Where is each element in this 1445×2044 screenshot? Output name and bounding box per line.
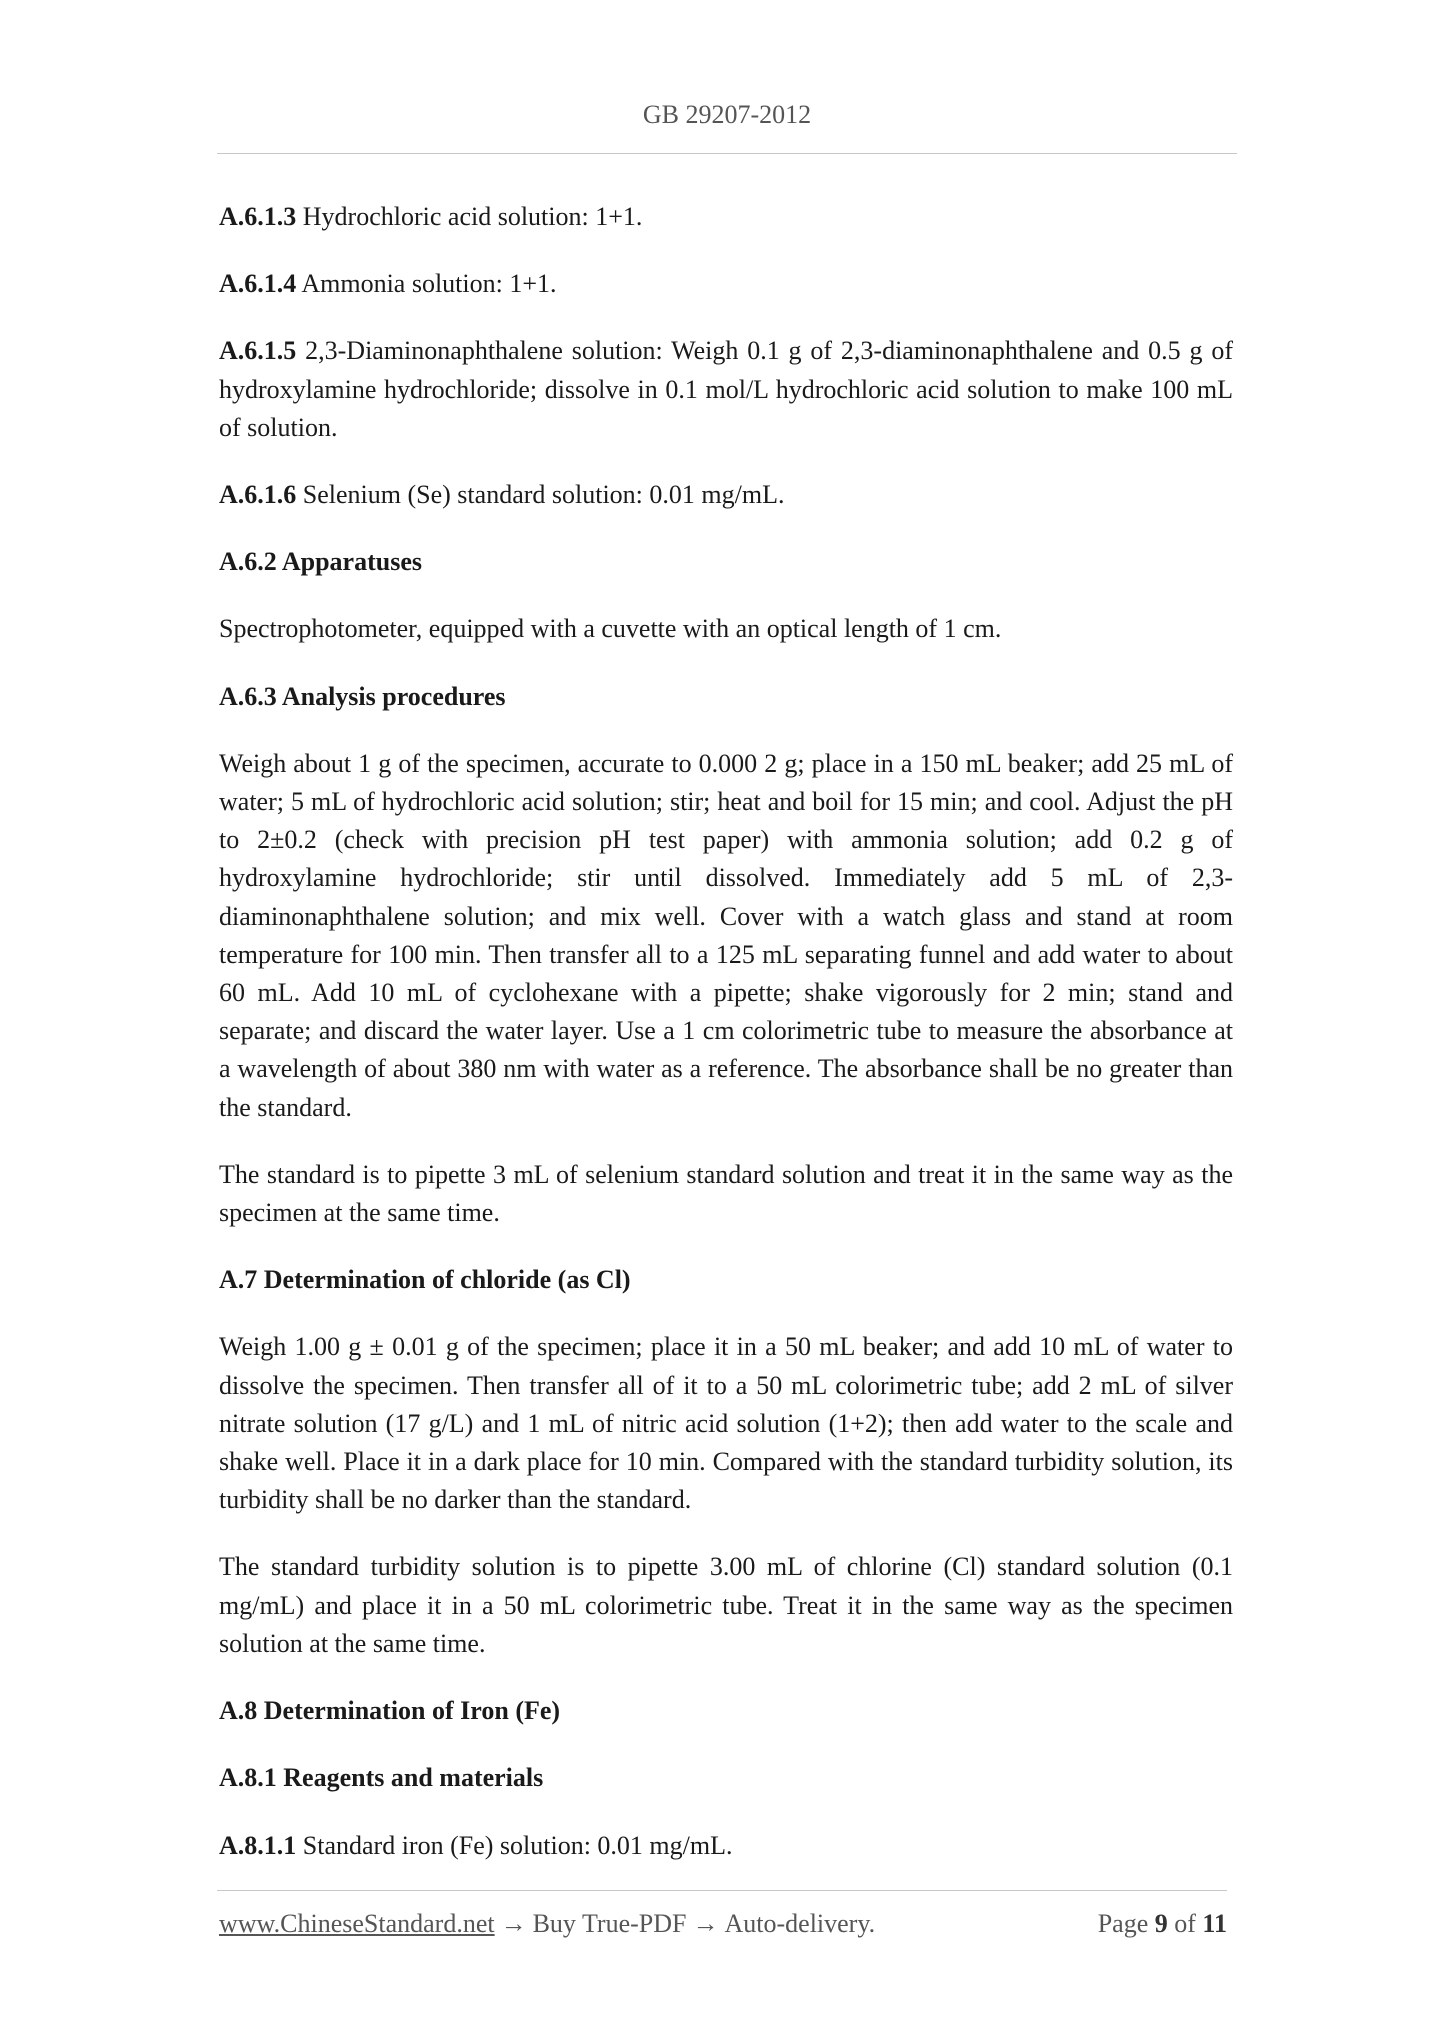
- paragraph-procedure: Weigh about 1 g of the specimen, accurate to 0.000 2 g; place in a 150 mL beaker; add 25 mL of water; 5 mL of hydrochloric acid solution; stir; heat and boil for 15 min; and cool. Adjust the pH to 2±0.2 (check with precision pH test paper) with ammonia solution; add 0.2 g of hydroxylamine hydrochloride; stir until dissolved. Immediately add 5 mL of 2,3-diaminonaphthalene solution; and mix well. Cover with a watch glass and stand at room temperature for 100 min. Then transfer all to a 125 mL separating funnel and add water to about 60 mL. Add 10 mL of cyclohexane with a pipette; shake vigorously for 2 min; stand and separate; and discard the water layer. Use a 1 cm colorimetric tube to measure the absorbance at a wavelength of about 380 nm with water as a reference. The absorbance shall be no greater than the standard.: [219, 748, 1233, 1122]
- paragraph-turbidity-standard: The standard turbidity solution is to pipette 3.00 mL of chlorine (Cl) standard solution (0.1 mg/mL) and place it in a 50 mL colorimetric tube. Treat it in the same way as the specimen solution at the same time.: [219, 1552, 1233, 1658]
- clause-a616: [219, 476, 1233, 514]
- paragraph-selenium-standard: The standard is to pipette 3 mL of selenium standard solution and treat it in the same way as the specimen at the same time.: [219, 1159, 1233, 1228]
- clause-number: A.6.1.5: [219, 336, 297, 366]
- clause-text: Selenium (Se) standard solution: 0.01 mg/mL.: [296, 480, 785, 510]
- clause-text: Hydrochloric acid solution: 1+1.: [296, 202, 643, 231]
- footer-promo: [219, 1909, 875, 1939]
- of-label: of: [1174, 1909, 1196, 1938]
- heading-text: A.6.2 Apparatuses: [219, 547, 422, 577]
- clause-number: A.6.1.3: [219, 202, 297, 231]
- delivery-text: Auto-delivery.: [724, 1909, 876, 1938]
- page-footer: [219, 1909, 1227, 1939]
- heading-text: A.7 Determination of chloride (as Cl): [219, 1265, 631, 1295]
- arrow-right-icon: →: [500, 1909, 527, 1938]
- page-label: Page: [1097, 1909, 1149, 1938]
- header-divider: [217, 153, 1237, 154]
- clause-number: A.8.1.1: [219, 1830, 297, 1860]
- buy-text: Buy True-PDF: [532, 1909, 687, 1938]
- clause-number: A.6.1.4: [219, 269, 297, 299]
- clause-text: Ammonia solution: 1+1.: [296, 269, 557, 299]
- heading-text: A.8.1 Reagents and materials: [219, 1763, 544, 1793]
- page-total: 11: [1202, 1909, 1227, 1938]
- heading-a63: [219, 678, 1233, 716]
- arrow-right-icon: →: [692, 1909, 719, 1938]
- clause-a614: [219, 265, 1233, 303]
- footer-divider: [217, 1890, 1227, 1891]
- document-body: [219, 198, 1233, 1894]
- heading-a8: [219, 1692, 1233, 1730]
- heading-a7: [219, 1261, 1233, 1299]
- clause-text: 2,3-Diaminonaphthalene solution: Weigh 0.1 g of 2,3-diaminonaphthalene and 0.5 g of hydroxylamine hydrochloride; dissolve in 0.1 mol/L hydrochloric acid solution to make 100 mL of solution.: [219, 336, 1233, 442]
- clause-number: A.6.1.6: [219, 480, 297, 510]
- paragraph-apparatus: Spectrophotometer, equipped with a cuvette with an optical length of 1 cm.: [219, 614, 1002, 644]
- heading-text: A.6.3 Analysis procedures: [219, 681, 506, 711]
- page-indicator: [1098, 1909, 1227, 1939]
- clause-a615: [219, 332, 1233, 447]
- clause-a811: [219, 1827, 1233, 1865]
- website-link[interactable]: www.ChineseStandard.net: [219, 1909, 495, 1938]
- clause-a613: [219, 198, 1233, 236]
- heading-a62: [219, 543, 1233, 581]
- page-number: 9: [1154, 1909, 1168, 1938]
- heading-text: A.8 Determination of Iron (Fe): [219, 1696, 561, 1726]
- clause-text: Standard iron (Fe) solution: 0.01 mg/mL.: [296, 1830, 733, 1860]
- page-header: GB 29207-2012: [642, 100, 812, 129]
- heading-a81: [219, 1759, 1233, 1797]
- paragraph-chloride: Weigh 1.00 g ± 0.01 g of the specimen; place it in a 50 mL beaker; and add 10 mL of water to dissolve the specimen. Then transfer all of it to a 50 mL colorimetric tube; add 2 mL of silver nitrate solution (17 g/L) and 1 mL of nitric acid solution (1+2); then add water to the scale and shake well. Place it in a dark place for 10 min. Compared with the standard turbidity solution, its turbidity shall be no darker than the standard.: [219, 1332, 1233, 1515]
